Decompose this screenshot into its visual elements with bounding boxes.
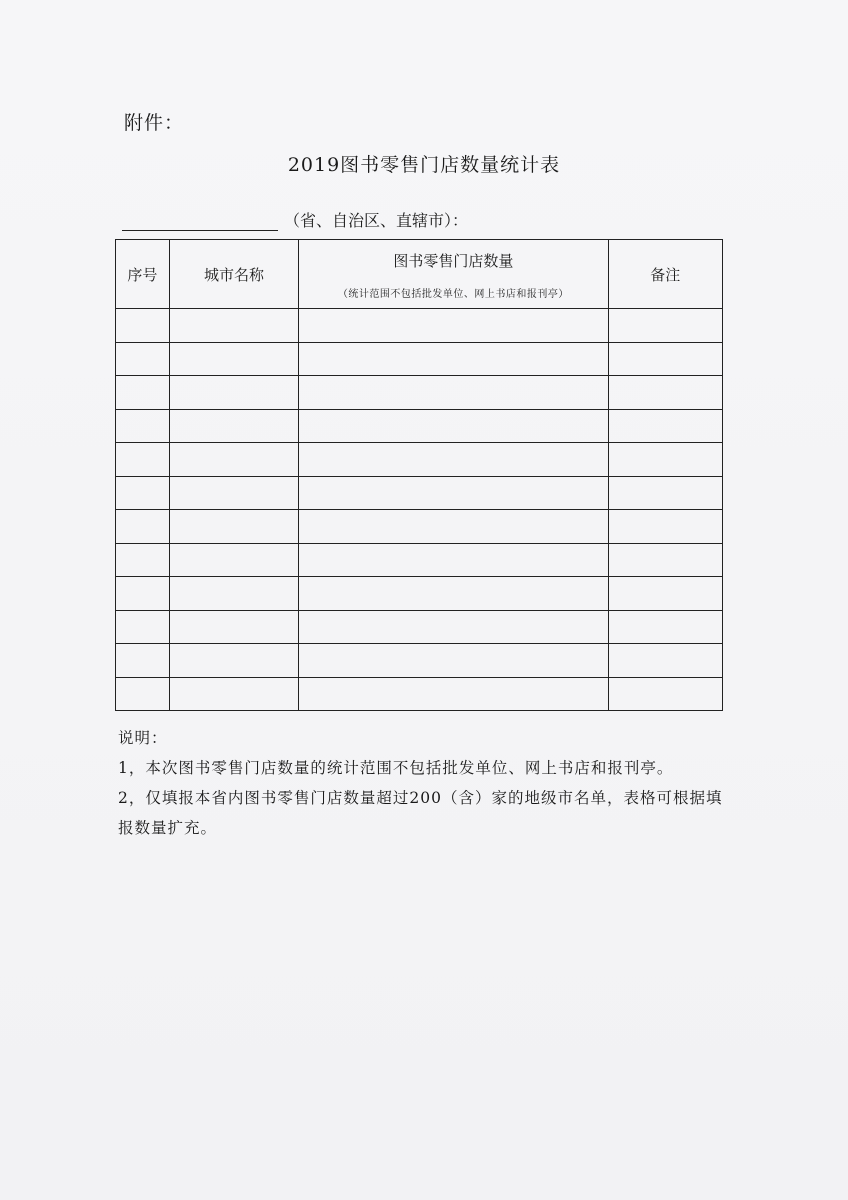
cell-remark[interactable] [608, 342, 722, 376]
document-title: 2019图书零售门店数量统计表 [287, 154, 561, 176]
table-row [116, 309, 723, 343]
cell-city[interactable] [169, 543, 298, 577]
cell-remark[interactable] [608, 610, 722, 644]
attachment-label: 附件： [124, 112, 185, 134]
table-row [116, 644, 723, 678]
cell-no[interactable] [116, 610, 170, 644]
header-count-label: 图书零售门店数量 [393, 252, 514, 270]
header-count [299, 240, 608, 309]
cell-remark[interactable] [608, 577, 722, 611]
cell-city[interactable] [169, 409, 298, 443]
table-row [116, 476, 723, 510]
cell-count[interactable] [299, 342, 608, 376]
cell-city[interactable] [169, 510, 298, 544]
cell-city[interactable] [169, 376, 298, 410]
cell-city[interactable] [169, 443, 298, 477]
region-blank-field[interactable] [122, 212, 278, 231]
note-item-2: 2，仅填报本省内图书零售门店数量超过200（含）家的地级市名单，表格可根据填报数量扩充。 [118, 789, 723, 837]
note-item-1: 1，本次图书零售门店数量的统计范围不包括批发单位、网上书店和报刊亭。 [118, 759, 674, 777]
cell-city[interactable] [169, 476, 298, 510]
cell-city[interactable] [169, 610, 298, 644]
cell-no[interactable] [116, 543, 170, 577]
cell-no[interactable] [116, 309, 170, 343]
cell-no[interactable] [116, 677, 170, 711]
cell-count[interactable] [299, 577, 608, 611]
cell-count[interactable] [299, 376, 608, 410]
cell-remark[interactable] [608, 476, 722, 510]
cell-no[interactable] [116, 443, 170, 477]
cell-remark[interactable] [608, 409, 722, 443]
table-row [116, 610, 723, 644]
cell-remark[interactable] [608, 376, 722, 410]
cell-no[interactable] [116, 577, 170, 611]
cell-count[interactable] [299, 409, 608, 443]
cell-no[interactable] [116, 644, 170, 678]
notes-section [118, 723, 728, 843]
cell-remark[interactable] [608, 443, 722, 477]
cell-count[interactable] [299, 443, 608, 477]
cell-remark[interactable] [608, 644, 722, 678]
cell-remark[interactable] [608, 510, 722, 544]
cell-city[interactable] [169, 644, 298, 678]
table-row [116, 376, 723, 410]
region-suffix: （省、自治区、直辖市）： [284, 211, 469, 230]
cell-count[interactable] [299, 510, 608, 544]
table-row [116, 543, 723, 577]
cell-no[interactable] [116, 342, 170, 376]
header-remark: 备注 [608, 240, 722, 309]
table-row [116, 577, 723, 611]
cell-count[interactable] [299, 476, 608, 510]
cell-remark[interactable] [608, 543, 722, 577]
cell-city[interactable] [169, 309, 298, 343]
table-row [116, 409, 723, 443]
cell-no[interactable] [116, 376, 170, 410]
header-count-note: （统计范围不包括批发单位、网上书店和报刊亭） [337, 289, 569, 300]
table-row [116, 443, 723, 477]
table-row [116, 342, 723, 376]
cell-count[interactable] [299, 644, 608, 678]
cell-no[interactable] [116, 476, 170, 510]
cell-no[interactable] [116, 409, 170, 443]
cell-count[interactable] [299, 610, 608, 644]
notes-heading: 说明： [118, 729, 168, 747]
cell-city[interactable] [169, 577, 298, 611]
cell-no[interactable] [116, 510, 170, 544]
cell-count[interactable] [299, 677, 608, 711]
header-city: 城市名称 [169, 240, 298, 309]
region-line [122, 208, 468, 231]
cell-remark[interactable] [608, 677, 722, 711]
cell-city[interactable] [169, 342, 298, 376]
cell-remark[interactable] [608, 309, 722, 343]
table-row [116, 677, 723, 711]
stats-table [115, 239, 723, 711]
table-body [116, 309, 723, 711]
cell-count[interactable] [299, 309, 608, 343]
cell-count[interactable] [299, 543, 608, 577]
table-row [116, 510, 723, 544]
cell-city[interactable] [169, 677, 298, 711]
header-no: 序号 [116, 240, 170, 309]
table-header-row [116, 240, 723, 309]
